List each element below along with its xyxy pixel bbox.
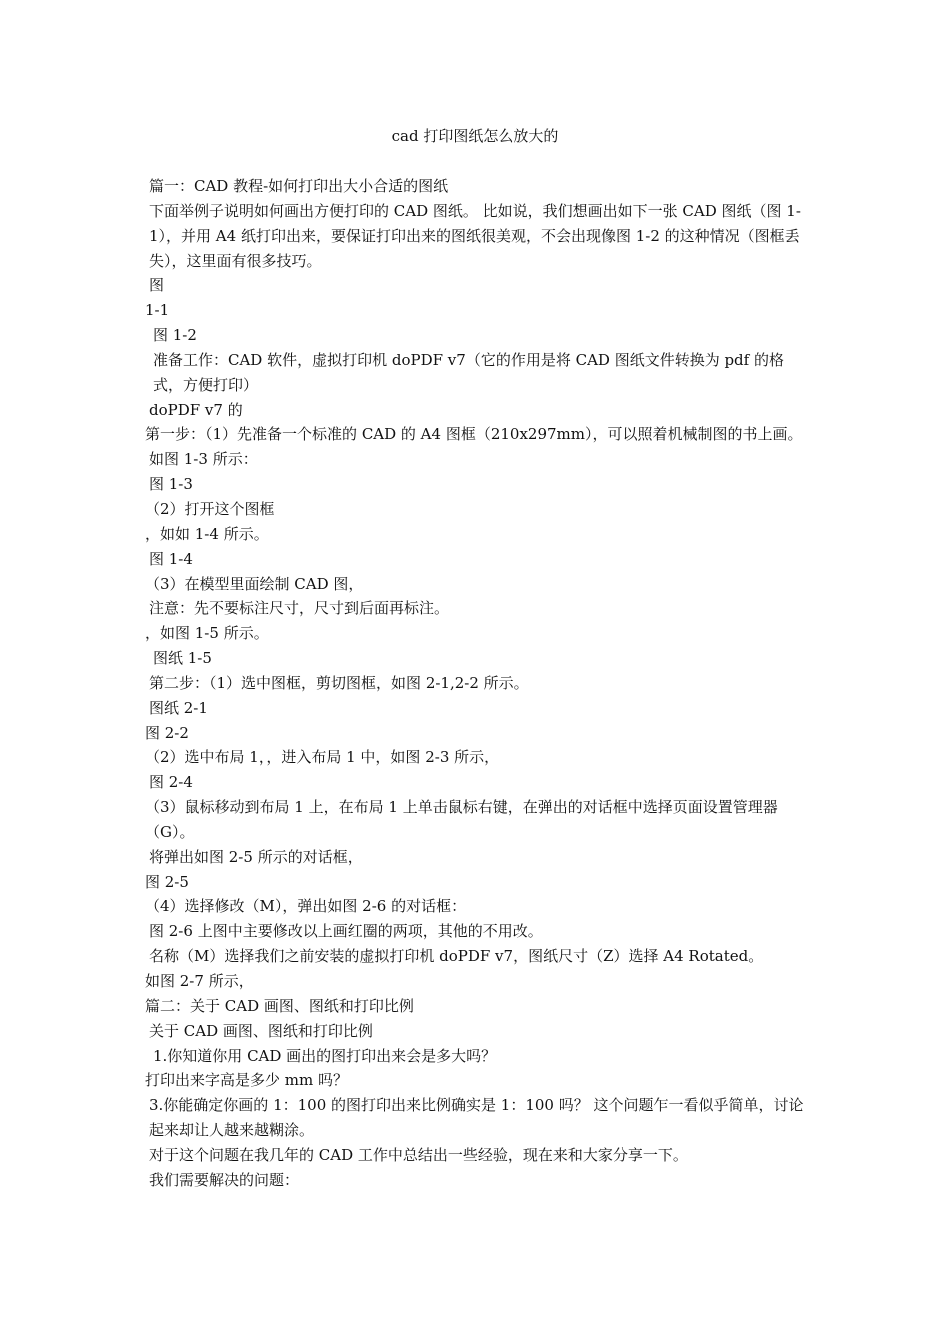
paragraph: （2）选中布局 1，，进入布局 1 中，如图 2-3 所示，: [145, 748, 500, 767]
document-body: [145, 174, 813, 1193]
paragraph: 下面举例子说明如何画出方便打印的 CAD 图纸。 比如说，我们想画出如下一张 CAD 图纸（图 1-1），并用 A4 纸打印出来，要保证打印出来的图纸很美观，不会出现像图 1-2 的这种情况（图框丢失），这里面有很多技巧。: [149, 201, 801, 270]
paragraph: 名称（M）选择我们之前安装的虚拟打印机 doPDF v7，图纸尺寸（Z）选择 A4 Rotated。: [149, 947, 764, 966]
paragraph: 如图 2-7 所示，: [145, 972, 254, 990]
paragraph: ，如图 1-5 所示。: [145, 624, 269, 643]
paragraph: 图 2-4: [149, 773, 193, 792]
paragraph: 图 2-2: [145, 723, 189, 742]
paragraph: （3）鼠标移动到布局 1 上，在布局 1 上单击鼠标右键，在弹出的对话框中选择页面设置管理器（G）。: [145, 798, 778, 841]
paragraph: 图 1-4: [149, 549, 193, 568]
paragraph: 图: [149, 276, 165, 295]
paragraph: 关于 CAD 画图、图纸和打印比例: [149, 1021, 373, 1040]
paragraph: 1-1: [145, 301, 170, 320]
paragraph: 准备工作：CAD 软件，虚拟打印机 doPDF v7（它的作用是将 CAD 图纸文件转换为 pdf 的格式，方便打印）: [153, 350, 784, 394]
paragraph: 图 1-2: [153, 326, 197, 345]
paragraph: 3.你能确定你画的 1：100 的图打印出来比例确实是 1：100 吗？ 这个问题乍一看似乎简单，讨论起来却让人越来越糊涂。: [149, 1096, 804, 1140]
paragraph: 篇一：CAD 教程-如何打印出大小合适的图纸: [149, 177, 449, 195]
paragraph: （4）选择修改（M），弹出如图 2-6 的对话框：: [145, 897, 467, 916]
paragraph: 对于这个问题在我几年的 CAD 工作中总结出一些经验，现在来和大家分享一下。: [149, 1145, 688, 1164]
paragraph: ，如如 1-4 所示。: [145, 524, 269, 543]
paragraph: 图 2-6 上图中主要修改以上画红圈的两项，其他的不用改。: [149, 922, 543, 941]
paragraph: 将弹出如图 2-5 所示的对话框，: [149, 847, 363, 866]
paragraph: 第二步：（1）选中图框，剪切图框，如图 2-1,2-2 所示。: [149, 673, 529, 692]
document-title: cad 打印图纸怎么放大的: [391, 127, 559, 145]
paragraph: 图 2-5: [145, 872, 189, 891]
paragraph: 第一步：（1）先准备一个标准的 CAD 的 A4 图框（210x297mm），可以照着机械制图的书上画。: [145, 425, 803, 444]
paragraph: 图纸 2-1: [149, 698, 208, 717]
paragraph: （2）打开这个图框: [145, 499, 275, 518]
paragraph: 图纸 1-5: [153, 649, 212, 668]
paragraph: doPDF v7 的: [149, 400, 243, 419]
paragraph: 1.你知道你用 CAD 画出的图打印出来会是多大吗？: [153, 1046, 497, 1065]
paragraph: 如图 1-3 所示：: [149, 450, 258, 469]
paragraph: 注意：先不要标注尺寸，尺寸到后面再标注。: [149, 599, 450, 618]
paragraph: 图 1-3: [149, 475, 193, 494]
paragraph: （3）在模型里面绘制 CAD 图，: [145, 574, 364, 593]
paragraph: 我们需要解决的问题：: [149, 1170, 300, 1189]
paragraph: 打印出来字高是多少 mm 吗？: [145, 1071, 348, 1090]
paragraph: 篇二：关于 CAD 画图、图纸和打印比例: [145, 996, 414, 1015]
